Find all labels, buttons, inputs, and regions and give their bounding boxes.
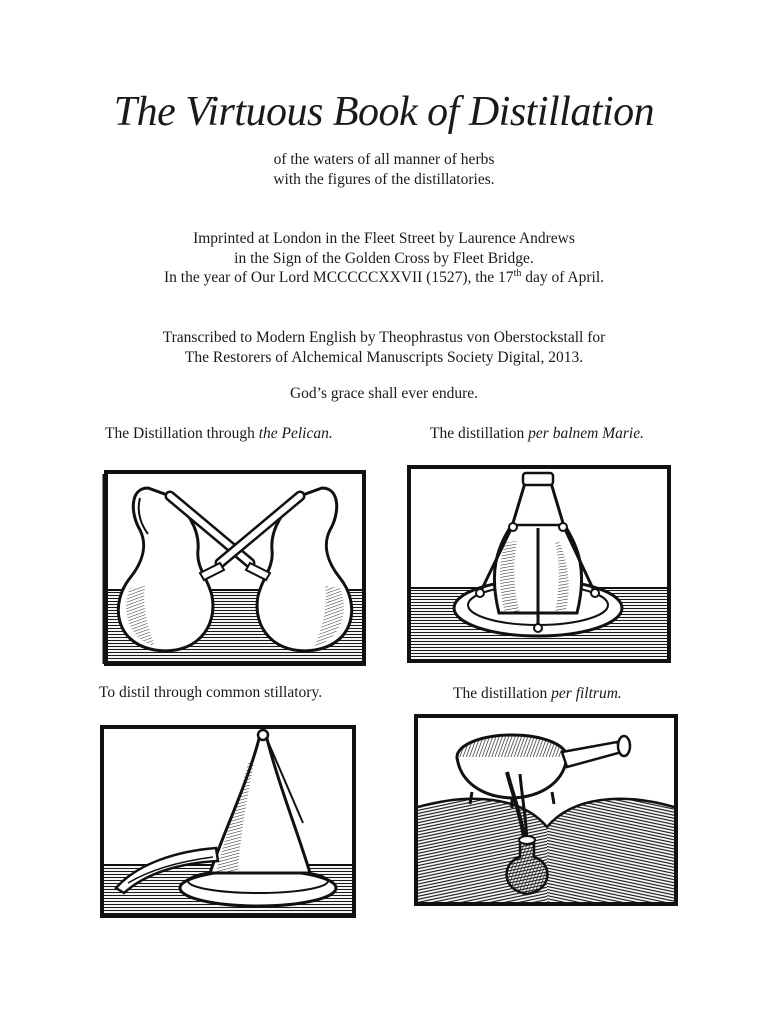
imprint-date-text: In the year of Our Lord MCCCCCXXVII (1527), the 17 bbox=[164, 269, 514, 286]
figure-caption-stillatory bbox=[99, 684, 322, 702]
caption-text: The distillation bbox=[453, 685, 552, 702]
common-stillatory-woodcut bbox=[98, 723, 358, 920]
imprint-date-tail: day of April. bbox=[521, 269, 604, 286]
figure-caption-balneum bbox=[430, 425, 644, 443]
balneum-mariae-woodcut bbox=[405, 463, 673, 665]
imprint-line-2: in the Sign of the Golden Cross by Fleet Bridge. bbox=[234, 249, 534, 267]
caption-italic: the Pelican. bbox=[258, 425, 333, 442]
caption-text: The distillation bbox=[430, 425, 529, 442]
book-title: The Virtuous Book of Distillation bbox=[113, 89, 655, 135]
transcription-note bbox=[0, 328, 768, 367]
filtrum-distillation-woodcut bbox=[412, 712, 680, 908]
imprint bbox=[0, 229, 768, 288]
subtitle-line-1: of the waters of all manner of herbs bbox=[273, 151, 495, 168]
pelican-distillation-woodcut bbox=[100, 468, 370, 668]
ordinal-suffix: th bbox=[513, 267, 522, 279]
caption-text: To distil through common stillatory. bbox=[99, 684, 323, 701]
blessing: God’s grace shall ever endure. bbox=[289, 385, 479, 402]
caption-italic: per balnem Marie. bbox=[528, 425, 644, 442]
transcription-line-2: The Restorers of Alchemical Manuscripts Society Digital, 2013. bbox=[184, 348, 584, 366]
caption-italic: per filtrum. bbox=[551, 685, 622, 702]
subtitle bbox=[0, 150, 768, 189]
figure-caption-filtrum bbox=[453, 685, 622, 703]
imprint-line-1: Imprinted at London in the Fleet Street by Laurence Andrews bbox=[193, 230, 575, 247]
transcription-line-1: Transcribed to Modern English by Theophrastus von Oberstockstall for bbox=[162, 329, 606, 346]
caption-text: The Distillation through bbox=[105, 425, 259, 442]
subtitle-line-2: with the figures of the distillatories. bbox=[273, 170, 495, 188]
imprint-line-3 bbox=[0, 268, 768, 288]
figure-caption-pelican bbox=[105, 425, 333, 443]
